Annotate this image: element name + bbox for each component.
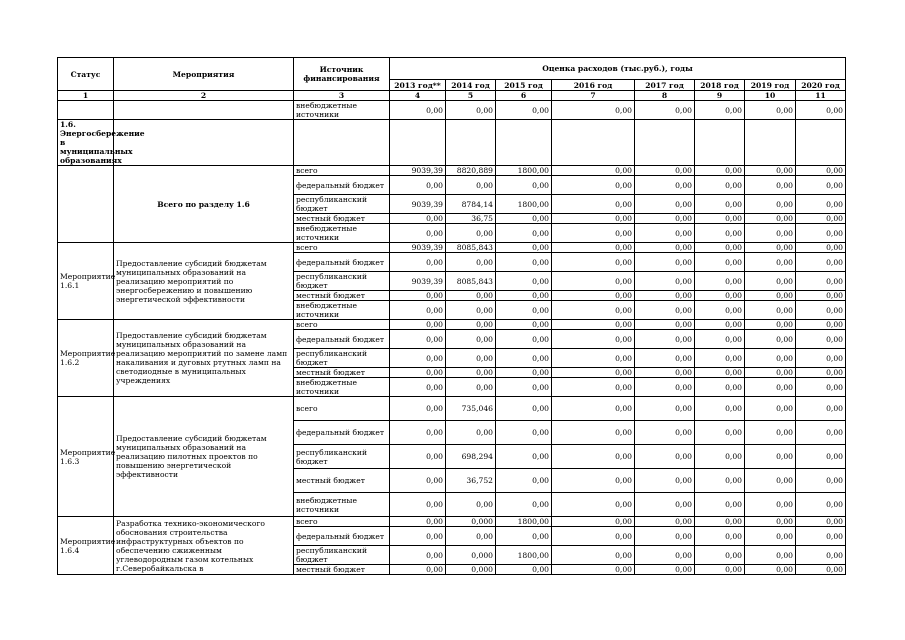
source-cell: всего (294, 166, 390, 176)
value-cell: 0,00 (796, 253, 846, 272)
header-year: 2016 год (552, 80, 635, 91)
source-cell: республиканский бюджет (294, 546, 390, 565)
value-cell: 0,00 (496, 421, 552, 445)
activity-cell: Предоставление субсидий бюджетам муниципальных образований на реализацию мероприятий по энергосбережению и повышению энергетической эффективности (114, 243, 294, 320)
value-cell: 0,00 (695, 469, 745, 493)
budget-document (57, 57, 846, 575)
value-cell: 0,00 (745, 546, 796, 565)
empty-cell (496, 120, 552, 166)
header-column-number: 7 (552, 91, 635, 101)
value-cell: 0,00 (496, 445, 552, 469)
value-cell: 0,00 (635, 493, 695, 517)
value-cell: 1800,00 (496, 166, 552, 176)
value-cell: 0,00 (745, 349, 796, 368)
value-cell: 0,00 (635, 565, 695, 575)
source-cell: местный бюджет (294, 469, 390, 493)
header-column-number: 1 (58, 91, 114, 101)
value-cell: 0,00 (745, 368, 796, 378)
source-cell: внебюджетные источники (294, 378, 390, 397)
value-cell: 0,00 (390, 253, 446, 272)
value-cell: 0,00 (552, 176, 635, 195)
value-cell: 0,00 (552, 320, 635, 330)
value-cell: 0,00 (552, 291, 635, 301)
value-cell: 0,00 (695, 349, 745, 368)
header-year: 2015 год (496, 80, 552, 91)
header-column-number: 6 (496, 91, 552, 101)
source-cell: внебюджетные источники (294, 224, 390, 243)
value-cell: 8085,843 (446, 272, 496, 291)
value-cell: 0,00 (695, 320, 745, 330)
empty-cell (294, 120, 390, 166)
value-cell: 0,00 (496, 291, 552, 301)
value-cell: 0,00 (745, 421, 796, 445)
value-cell: 0,00 (390, 101, 446, 120)
source-cell: всего (294, 517, 390, 527)
source-cell: федеральный бюджет (294, 253, 390, 272)
value-cell: 0,00 (552, 166, 635, 176)
value-cell: 0,00 (695, 493, 745, 517)
value-cell: 0,00 (796, 546, 846, 565)
source-cell: внебюджетные источники (294, 301, 390, 320)
value-cell: 0,00 (635, 368, 695, 378)
value-cell: 0,000 (446, 565, 496, 575)
value-cell: 0,00 (745, 301, 796, 320)
value-cell: 0,00 (552, 546, 635, 565)
empty-cell (390, 120, 446, 166)
empty-cell (114, 120, 294, 166)
value-cell: 0,00 (496, 397, 552, 421)
value-cell: 0,00 (635, 378, 695, 397)
value-cell: 0,00 (496, 330, 552, 349)
value-cell: 0,00 (496, 349, 552, 368)
value-cell: 9039,39 (390, 166, 446, 176)
status-cell: Мероприятие 1.6.4 (58, 517, 114, 575)
value-cell: 0,00 (552, 224, 635, 243)
value-cell: 0,00 (446, 493, 496, 517)
source-cell: внебюджетные источники (294, 101, 390, 120)
value-cell: 0,00 (796, 565, 846, 575)
value-cell: 0,00 (635, 517, 695, 527)
value-cell: 0,00 (745, 166, 796, 176)
source-cell: республиканский бюджет (294, 272, 390, 291)
value-cell: 0,00 (635, 349, 695, 368)
value-cell: 0,00 (745, 493, 796, 517)
source-cell: федеральный бюджет (294, 421, 390, 445)
value-cell: 0,00 (390, 493, 446, 517)
header-column-number: 5 (446, 91, 496, 101)
value-cell: 9039,39 (390, 272, 446, 291)
value-cell: 0,00 (745, 214, 796, 224)
value-cell: 0,00 (796, 214, 846, 224)
value-cell: 0,00 (390, 527, 446, 546)
value-cell: 0,00 (552, 253, 635, 272)
value-cell: 0,00 (496, 243, 552, 253)
source-cell: республиканский бюджет (294, 445, 390, 469)
value-cell: 0,00 (390, 368, 446, 378)
value-cell: 0,00 (796, 101, 846, 120)
value-cell: 0,00 (695, 546, 745, 565)
value-cell: 0,00 (635, 166, 695, 176)
value-cell: 0,00 (745, 565, 796, 575)
value-cell: 0,00 (635, 243, 695, 253)
value-cell: 0,00 (390, 176, 446, 195)
value-cell: 0,00 (390, 397, 446, 421)
value-cell: 0,00 (552, 493, 635, 517)
source-cell: федеральный бюджет (294, 330, 390, 349)
value-cell: 0,00 (635, 176, 695, 195)
value-cell: 0,00 (446, 224, 496, 243)
table-row (58, 397, 846, 421)
header-year: 2019 год (745, 80, 796, 91)
value-cell: 0,00 (695, 291, 745, 301)
value-cell: 0,00 (635, 214, 695, 224)
value-cell: 0,00 (745, 101, 796, 120)
value-cell: 0,00 (796, 176, 846, 195)
value-cell: 0,00 (552, 445, 635, 469)
value-cell: 0,00 (390, 291, 446, 301)
source-cell: республиканский бюджет (294, 349, 390, 368)
value-cell: 0,00 (635, 421, 695, 445)
empty-cell (745, 120, 796, 166)
header-activity: Мероприятия (114, 58, 294, 91)
value-cell: 735,046 (446, 397, 496, 421)
value-cell: 0,00 (552, 301, 635, 320)
value-cell: 0,00 (745, 445, 796, 469)
value-cell: 0,00 (796, 469, 846, 493)
value-cell: 0,00 (552, 565, 635, 575)
value-cell: 0,00 (796, 421, 846, 445)
header-column-number: 3 (294, 91, 390, 101)
table-row (58, 101, 846, 120)
value-cell: 0,00 (796, 493, 846, 517)
value-cell: 0,00 (496, 565, 552, 575)
value-cell: 1800,00 (496, 195, 552, 214)
value-cell: 0,00 (745, 243, 796, 253)
value-cell: 0,00 (390, 469, 446, 493)
value-cell: 0,00 (695, 195, 745, 214)
value-cell: 36,75 (446, 214, 496, 224)
value-cell: 0,00 (496, 378, 552, 397)
value-cell: 0,00 (796, 291, 846, 301)
table-row (58, 320, 846, 330)
value-cell: 0,00 (695, 330, 745, 349)
section-row (58, 120, 846, 166)
source-cell: местный бюджет (294, 291, 390, 301)
status-cell: Мероприятие 1.6.3 (58, 397, 114, 517)
value-cell: 0,00 (552, 517, 635, 527)
table-row (58, 243, 846, 253)
source-cell: всего (294, 243, 390, 253)
value-cell: 0,00 (695, 378, 745, 397)
value-cell: 8085,843 (446, 243, 496, 253)
value-cell: 0,00 (695, 224, 745, 243)
value-cell: 0,00 (635, 253, 695, 272)
header-column-number: 10 (745, 91, 796, 101)
value-cell: 0,00 (695, 421, 745, 445)
header-year: 2020 год (796, 80, 846, 91)
header-column-number: 2 (114, 91, 294, 101)
value-cell: 0,00 (496, 527, 552, 546)
value-cell: 0,00 (745, 253, 796, 272)
value-cell: 0,00 (695, 214, 745, 224)
value-cell: 0,00 (446, 291, 496, 301)
value-cell: 0,00 (446, 101, 496, 120)
value-cell: 0,00 (390, 421, 446, 445)
value-cell: 0,00 (552, 214, 635, 224)
value-cell: 0,00 (496, 224, 552, 243)
value-cell: 0,00 (745, 291, 796, 301)
table-row (58, 166, 846, 176)
value-cell: 0,00 (695, 517, 745, 527)
value-cell: 0,00 (796, 445, 846, 469)
value-cell: 0,00 (552, 349, 635, 368)
value-cell: 0,00 (390, 301, 446, 320)
value-cell: 0,00 (552, 378, 635, 397)
value-cell: 0,00 (552, 195, 635, 214)
value-cell: 0,00 (796, 320, 846, 330)
value-cell: 0,00 (745, 469, 796, 493)
value-cell: 9039,39 (390, 243, 446, 253)
header-year: 2014 год (446, 80, 496, 91)
value-cell: 0,00 (390, 378, 446, 397)
value-cell: 0,00 (446, 378, 496, 397)
value-cell: 0,00 (446, 253, 496, 272)
value-cell: 0,00 (496, 320, 552, 330)
value-cell: 0,00 (496, 176, 552, 195)
value-cell: 0,00 (796, 224, 846, 243)
source-cell: федеральный бюджет (294, 527, 390, 546)
value-cell: 0,00 (635, 224, 695, 243)
value-cell: 0,00 (446, 330, 496, 349)
status-cell (58, 166, 114, 243)
value-cell: 0,00 (496, 469, 552, 493)
value-cell: 0,000 (446, 517, 496, 527)
value-cell: 0,00 (390, 330, 446, 349)
value-cell: 0,00 (695, 243, 745, 253)
value-cell: 0,00 (796, 166, 846, 176)
value-cell: 0,00 (695, 445, 745, 469)
value-cell: 0,00 (745, 272, 796, 291)
section-title: 1.6. Энергосбережение в муниципальных образованиях (58, 120, 114, 166)
value-cell: 0,00 (390, 349, 446, 368)
source-cell: местный бюджет (294, 214, 390, 224)
status-cell: Мероприятие 1.6.1 (58, 243, 114, 320)
value-cell: 1800,00 (496, 517, 552, 527)
status-cell (58, 101, 114, 120)
value-cell: 8820,889 (446, 166, 496, 176)
value-cell: 36,752 (446, 469, 496, 493)
value-cell: 0,00 (390, 565, 446, 575)
value-cell: 0,00 (390, 320, 446, 330)
source-cell: федеральный бюджет (294, 176, 390, 195)
activity-cell: Предоставление субсидий бюджетам муниципальных образований на реализацию мероприятий по замене ламп накаливания и дуговых ртутных ламп на светодиодные в муниципальных учреждениях (114, 320, 294, 397)
value-cell: 0,00 (446, 349, 496, 368)
empty-cell (796, 120, 846, 166)
value-cell: 8784,14 (446, 195, 496, 214)
value-cell: 1800,00 (496, 546, 552, 565)
value-cell: 0,00 (796, 243, 846, 253)
value-cell: 0,00 (552, 330, 635, 349)
value-cell: 0,00 (745, 330, 796, 349)
empty-cell (552, 120, 635, 166)
value-cell: 0,00 (695, 368, 745, 378)
header-source: Источник финансирования (294, 58, 390, 91)
value-cell: 0,00 (496, 253, 552, 272)
empty-cell (635, 120, 695, 166)
header-year: 2017 год (635, 80, 695, 91)
value-cell: 0,00 (745, 176, 796, 195)
value-cell: 0,00 (635, 469, 695, 493)
value-cell: 0,00 (446, 368, 496, 378)
value-cell: 0,00 (496, 272, 552, 291)
value-cell: 0,00 (552, 368, 635, 378)
value-cell: 0,00 (446, 527, 496, 546)
header-column-number: 11 (796, 91, 846, 101)
header-year: 2018 год (695, 80, 745, 91)
header-column-number: 4 (390, 91, 446, 101)
value-cell: 9039,39 (390, 195, 446, 214)
value-cell: 0,00 (446, 301, 496, 320)
value-cell: 0,00 (635, 101, 695, 120)
header-column-number: 8 (635, 91, 695, 101)
value-cell: 0,00 (796, 378, 846, 397)
budget-table (57, 57, 846, 575)
value-cell: 0,00 (552, 243, 635, 253)
value-cell: 0,00 (796, 272, 846, 291)
value-cell: 0,00 (496, 368, 552, 378)
value-cell: 0,00 (635, 301, 695, 320)
value-cell: 0,00 (796, 349, 846, 368)
empty-cell (695, 120, 745, 166)
value-cell: 0,00 (446, 421, 496, 445)
value-cell: 0,00 (745, 527, 796, 546)
value-cell: 0,00 (635, 272, 695, 291)
value-cell: 0,00 (796, 527, 846, 546)
value-cell: 0,00 (745, 517, 796, 527)
value-cell: 0,00 (496, 214, 552, 224)
value-cell: 0,00 (745, 397, 796, 421)
value-cell: 0,00 (635, 546, 695, 565)
value-cell: 0,00 (635, 195, 695, 214)
source-cell: местный бюджет (294, 368, 390, 378)
activity-cell: Всего по разделу 1.6 (114, 166, 294, 243)
value-cell: 0,00 (552, 421, 635, 445)
value-cell: 0,00 (796, 301, 846, 320)
value-cell: 0,00 (635, 445, 695, 469)
header-estimate: Оценка расходов (тыс.руб.), годы (390, 58, 846, 80)
source-cell: республиканский бюджет (294, 195, 390, 214)
source-cell: всего (294, 320, 390, 330)
header-year: 2013 год** (390, 80, 446, 91)
value-cell: 0,00 (552, 397, 635, 421)
value-cell: 0,00 (796, 195, 846, 214)
source-cell: всего (294, 397, 390, 421)
activity-cell: Разработка технико-экономического обоснования строительства инфраструктурных объектов по обеспечению сжиженным углеводородным газом котельных г.Северобайкальска в (114, 517, 294, 575)
value-cell: 0,00 (635, 330, 695, 349)
value-cell: 0,00 (695, 166, 745, 176)
value-cell: 0,00 (745, 195, 796, 214)
value-cell: 0,00 (496, 493, 552, 517)
value-cell: 0,00 (552, 469, 635, 493)
value-cell: 0,000 (446, 546, 496, 565)
activity-cell: Предоставление субсидий бюджетам муниципальных образований на реализацию пилотных проектов по повышению энергетической эффективности (114, 397, 294, 517)
empty-cell (446, 120, 496, 166)
table-row (58, 517, 846, 527)
value-cell: 0,00 (390, 445, 446, 469)
value-cell: 0,00 (796, 368, 846, 378)
value-cell: 0,00 (552, 272, 635, 291)
value-cell: 698,294 (446, 445, 496, 469)
value-cell: 0,00 (796, 397, 846, 421)
value-cell: 0,00 (695, 253, 745, 272)
value-cell: 0,00 (695, 565, 745, 575)
value-cell: 0,00 (552, 527, 635, 546)
source-cell: внебюджетные источники (294, 493, 390, 517)
value-cell: 0,00 (390, 214, 446, 224)
value-cell: 0,00 (745, 224, 796, 243)
source-cell: местный бюджет (294, 565, 390, 575)
value-cell: 0,00 (552, 101, 635, 120)
value-cell: 0,00 (635, 291, 695, 301)
value-cell: 0,00 (496, 101, 552, 120)
value-cell: 0,00 (695, 301, 745, 320)
value-cell: 0,00 (496, 301, 552, 320)
value-cell: 0,00 (695, 397, 745, 421)
header-column-number: 9 (695, 91, 745, 101)
value-cell: 0,00 (446, 320, 496, 330)
value-cell: 0,00 (446, 176, 496, 195)
value-cell: 0,00 (695, 527, 745, 546)
value-cell: 0,00 (796, 330, 846, 349)
value-cell: 0,00 (635, 527, 695, 546)
value-cell: 0,00 (390, 224, 446, 243)
value-cell: 0,00 (745, 320, 796, 330)
value-cell: 0,00 (695, 176, 745, 195)
value-cell: 0,00 (745, 378, 796, 397)
value-cell: 0,00 (635, 397, 695, 421)
status-cell: Мероприятие 1.6.2 (58, 320, 114, 397)
value-cell: 0,00 (796, 517, 846, 527)
value-cell: 0,00 (695, 272, 745, 291)
value-cell: 0,00 (390, 517, 446, 527)
value-cell: 0,00 (635, 320, 695, 330)
value-cell: 0,00 (695, 101, 745, 120)
header-status: Статус (58, 58, 114, 91)
activity-cell (114, 101, 294, 120)
value-cell: 0,00 (390, 546, 446, 565)
